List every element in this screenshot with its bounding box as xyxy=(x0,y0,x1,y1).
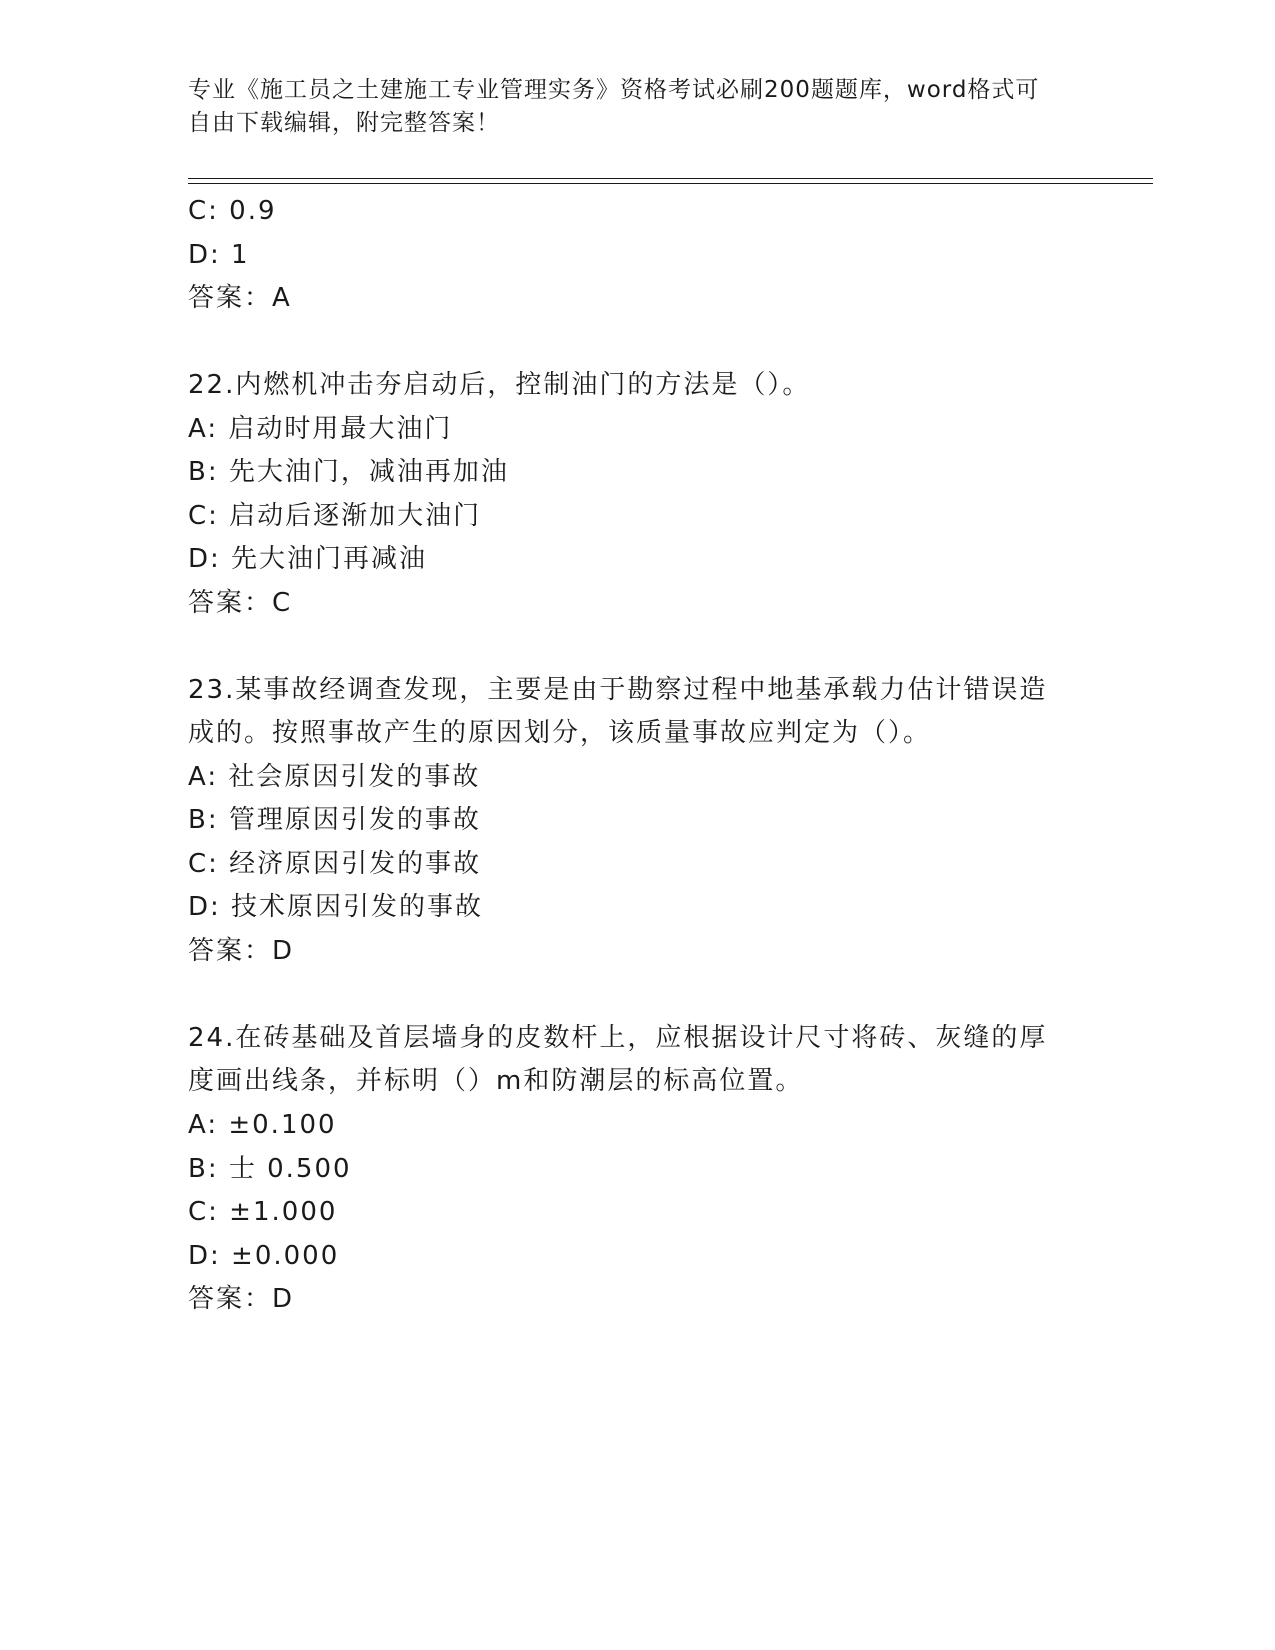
q23-option-b: B: 管理原因引发的事故 xyxy=(188,805,481,835)
q22-option-c: C: 启动后逐渐加大油门 xyxy=(188,501,482,531)
q24-answer: 答案：D xyxy=(188,1284,295,1314)
q22-answer: 答案：C xyxy=(188,588,293,618)
q24-option-a: A: ±0.100 xyxy=(188,1110,337,1140)
q24-stem-line-1: 24.在砖基础及首层墙身的皮数杆上，应根据设计尺寸将砖、灰缝的厚 xyxy=(188,1023,1048,1053)
q23-stem-line-1: 23.某事故经调查发现，主要是由于勘察过程中地基承载力估计错误造 xyxy=(188,675,1048,705)
q23-option-a: A: 社会原因引发的事故 xyxy=(188,762,481,792)
q22-option-a: A: 启动时用最大油门 xyxy=(188,414,453,444)
q22-stem: 22.内燃机冲击夯启动后，控制油门的方法是（）。 xyxy=(188,370,811,400)
document-header xyxy=(188,74,1088,140)
prev-answer: 答案：A xyxy=(188,283,292,313)
q23-stem-line-2: 成的。按照事故产生的原因划分，该质量事故应判定为（）。 xyxy=(188,718,932,748)
header-line-2: 自由下载编辑，附完整答案！ xyxy=(188,110,500,136)
header-divider-bottom xyxy=(188,183,1153,184)
q24-option-d: D: ±0.000 xyxy=(188,1241,340,1271)
q23-option-d: D: 技术原因引发的事故 xyxy=(188,892,484,922)
q24-option-c: C: ±1.000 xyxy=(188,1197,338,1227)
q24-option-b: B: 士 0.500 xyxy=(188,1154,352,1184)
q23-option-c: C: 经济原因引发的事故 xyxy=(188,849,482,879)
q24-stem-line-2: 度画出线条，并标明（）m和防潮层的标高位置。 xyxy=(188,1066,804,1096)
q22-option-d: D: 先大油门再减油 xyxy=(188,544,428,574)
header-line-1: 专业《施工员之土建施工专业管理实务》资格考试必刷200题题库，word格式可 xyxy=(188,77,1040,103)
prev-option-c: C: 0.9 xyxy=(188,196,277,226)
header-divider-top xyxy=(188,178,1153,179)
prev-option-d: D: 1 xyxy=(188,240,250,270)
q23-answer: 答案：D xyxy=(188,936,295,966)
q22-option-b: B: 先大油门，减油再加油 xyxy=(188,457,509,487)
